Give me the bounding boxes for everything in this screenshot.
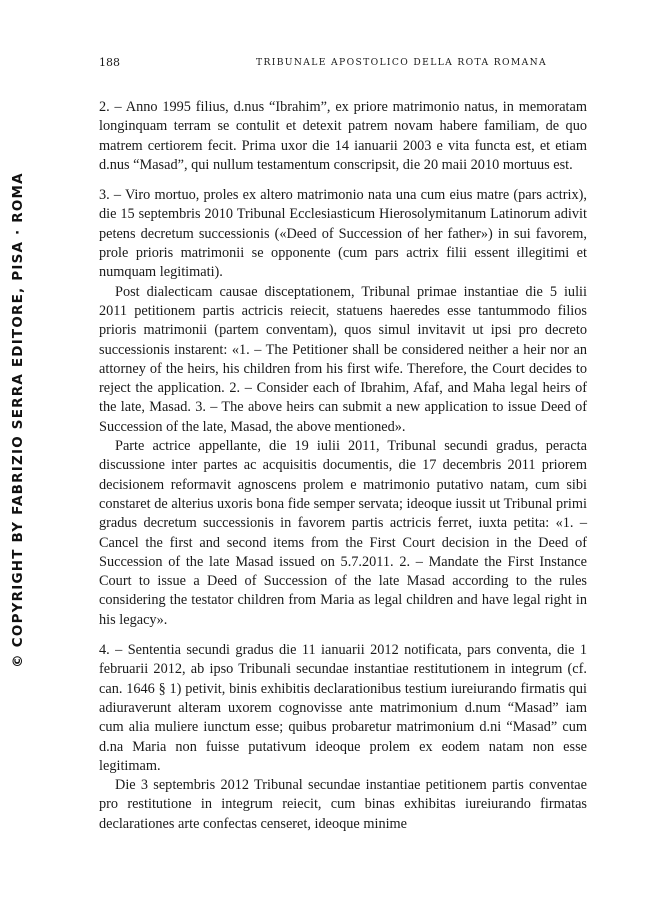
- paragraph-section-3: 3. – Viro mortuo, proles ex altero matrimonio nata una cum eius matre (pars actrix), die 15 septembris 2010 Tribunal Ecclesiasticum Hierosolymitanum Latinorum adivit petens decretum successionis («Deed of Succession of her father») in sui favorem, prole prioris matrimonii se opponente (cum pars actrix filii essent illegitimi et numquam legitimati).: [99, 187, 587, 281]
- paragraph-section-2: 2. – Anno 1995 filius, d.nus “Ibrahim”, ex priore matrimonio natus, in memoratam longinquam terram se contulit et detexit patrem novam habere familiam, de quo matrem certiorem fecit. Prima uxor die 14 ianuarii 2003 e vita functa est, et etiam d.nus “Masad”, qui nullum testamentum conscripsit, die 20 maii 2010 mortuus est.: [99, 99, 587, 173]
- body-text: [99, 98, 587, 834]
- copyright-text: © COPYRIGHT BY FABRIZIO SERRA EDITORE, PISA · ROMA: [10, 172, 26, 668]
- paragraph: Post dialecticam causae disceptationem, Tribunal primae instantiae die 5 iulii 2011 petitionem partis actricis reiecit, statuens haeredes esse tantummodo filios prioris matrimonii (partem conventam), quos simul invitavit ut ipsi pro decreto successionis instarent: «1. – The Petitioner shall be considered neither a heir nor an attorney of the heirs, his children from his first wife. Therefore, the Court decides to reject the application. 2. – Consider each of Ibrahim, Afaf, and Maha legal heirs of the late, Masad. 3. – The above heirs can submit a new application to issue Deed of Succession of the late, Masad, the above mentioned».: [99, 283, 587, 435]
- copyright-notice: [0, 150, 36, 690]
- paragraph: Die 3 septembris 2012 Tribunal secundae instantiae petitionem partis conventae pro restitutione in integrum reiecit, cum binas exhibitas iureiurando firmatas declarationes arte confectas censeret, ideoque minime: [99, 777, 587, 832]
- running-header: [99, 56, 547, 72]
- paragraph: Parte actrice appellante, die 19 iulii 2011, Tribunal secundi gradus, peracta discussione inter partes ac acquisitis documentis, die 17 decembris 2011 priorem decisionem reformavit agnoscens prolem e matrimonio putativo natam, cum sibi constaret de alterius uxoris bona fide semper servata; ideoque iussit ut Tribunal primi gradus decretum successionis in favorem partis actricis ferret, iuxta petita: «1. – Cancel the first and second items from the First Court decision in the Deed of Succession of the late Masad issued on 5.7.2011. 2. – Mandate the First Instance Court to issue a Deed of Succession of the late Masad according to the rules considering the testator children from Maria as legal children and have legal right in his legacy».: [99, 438, 587, 628]
- paragraph-section-4: 4. – Sententia secundi gradus die 11 ianuarii 2012 notificata, pars conventa, die 1 februarii 2012, ab ipso Tribunali secundae instantiae restitutionem in integrum (cf. can. 1646 § 1) petivit, binis exhibitis declarationibus testium iureiurando firmatis qui adiuraverunt alteram uxorem cognovisse ante matrimonium d.num “Masad” iam cum alia muliere iunctum esse; quibus probaretur matrimonium d.ni “Masad” cum d.na Maria non fuisse putativum ideoque prolem ex eodem natam non esse legitimam.: [99, 642, 587, 774]
- page-number: 188: [99, 56, 120, 69]
- running-title: TRIBUNALE APOSTOLICO DELLA ROTA ROMANA: [255, 57, 547, 68]
